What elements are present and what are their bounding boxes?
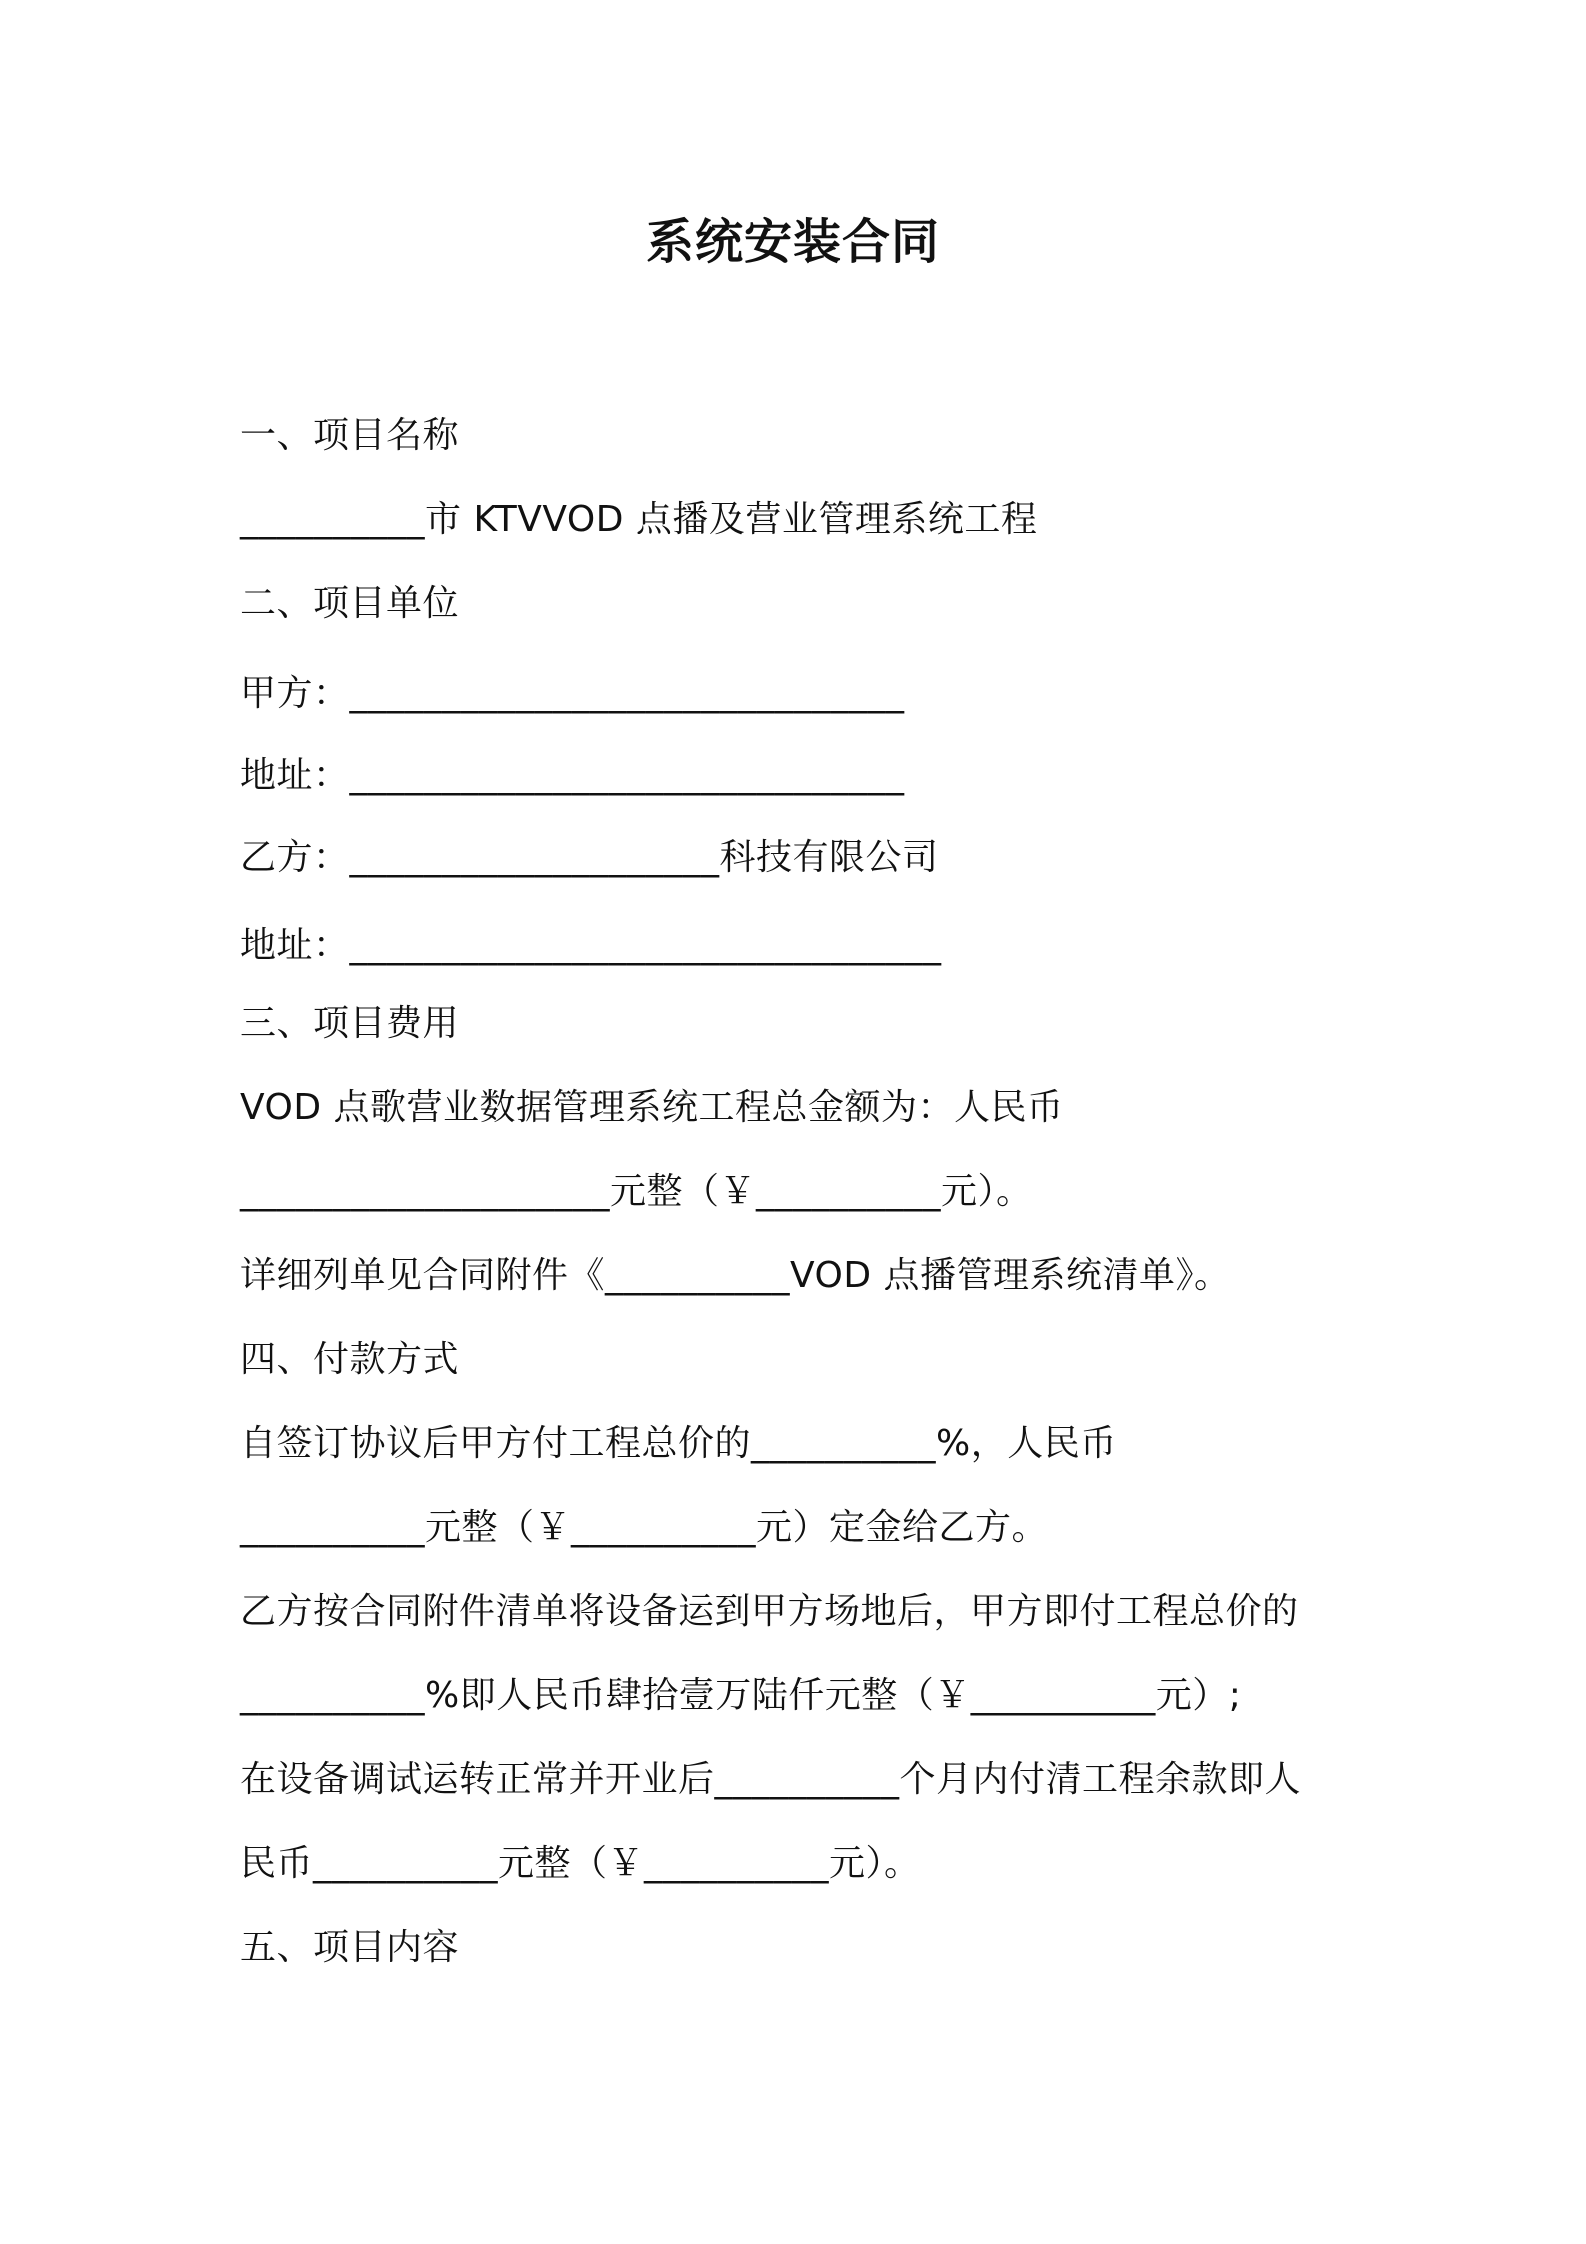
delivery-payment-amount-line: __________%即人民币肆拾壹万陆仟元整（￥__________元）; (240, 1675, 1242, 1716)
delivery-payment-line: 乙方按合同附件清单将设备运到甲方场地后，甲方即付工程总价的 (240, 1591, 1299, 1632)
party-b-line: 乙方：____________________科技有限公司 (240, 837, 939, 878)
section-heading-project-name: 一、项目名称 (240, 415, 460, 456)
total-amount-value-line: ____________________元整（￥__________元）。 (240, 1171, 1033, 1212)
section-heading-payment-method: 四、付款方式 (240, 1339, 460, 1380)
attachment-reference-line: 详细列单见合同附件《__________VOD 点播管理系统清单》。 (240, 1255, 1231, 1296)
section-heading-project-parties: 二、项目单位 (240, 583, 460, 624)
total-amount-line: VOD 点歌营业数据管理系统工程总金额为：人民币 (240, 1087, 1064, 1128)
section-heading-project-cost: 三、项目费用 (240, 1003, 460, 1044)
party-a-address-line: 地址：______________________________ (240, 755, 905, 796)
deposit-amount-line: __________元整（￥__________元）定金给乙方。 (240, 1507, 1049, 1548)
project-name-line: __________市 KTVVOD 点播及营业管理系统工程 (240, 499, 1038, 540)
deposit-percentage-line: 自签订协议后甲方付工程总价的__________%，人民币 (240, 1423, 1117, 1464)
balance-payment-line: 在设备调试运转正常并开业后__________个月内付清工程余款即人 (240, 1759, 1302, 1800)
party-b-address-line: 地址：________________________________ (240, 925, 942, 966)
balance-payment-amount-line: 民币__________元整（￥__________元）。 (240, 1843, 921, 1884)
document-title: 系统安装合同 (645, 214, 940, 270)
section-heading-project-content: 五、项目内容 (240, 1927, 460, 1968)
party-a-line: 甲方：______________________________ (240, 673, 905, 714)
